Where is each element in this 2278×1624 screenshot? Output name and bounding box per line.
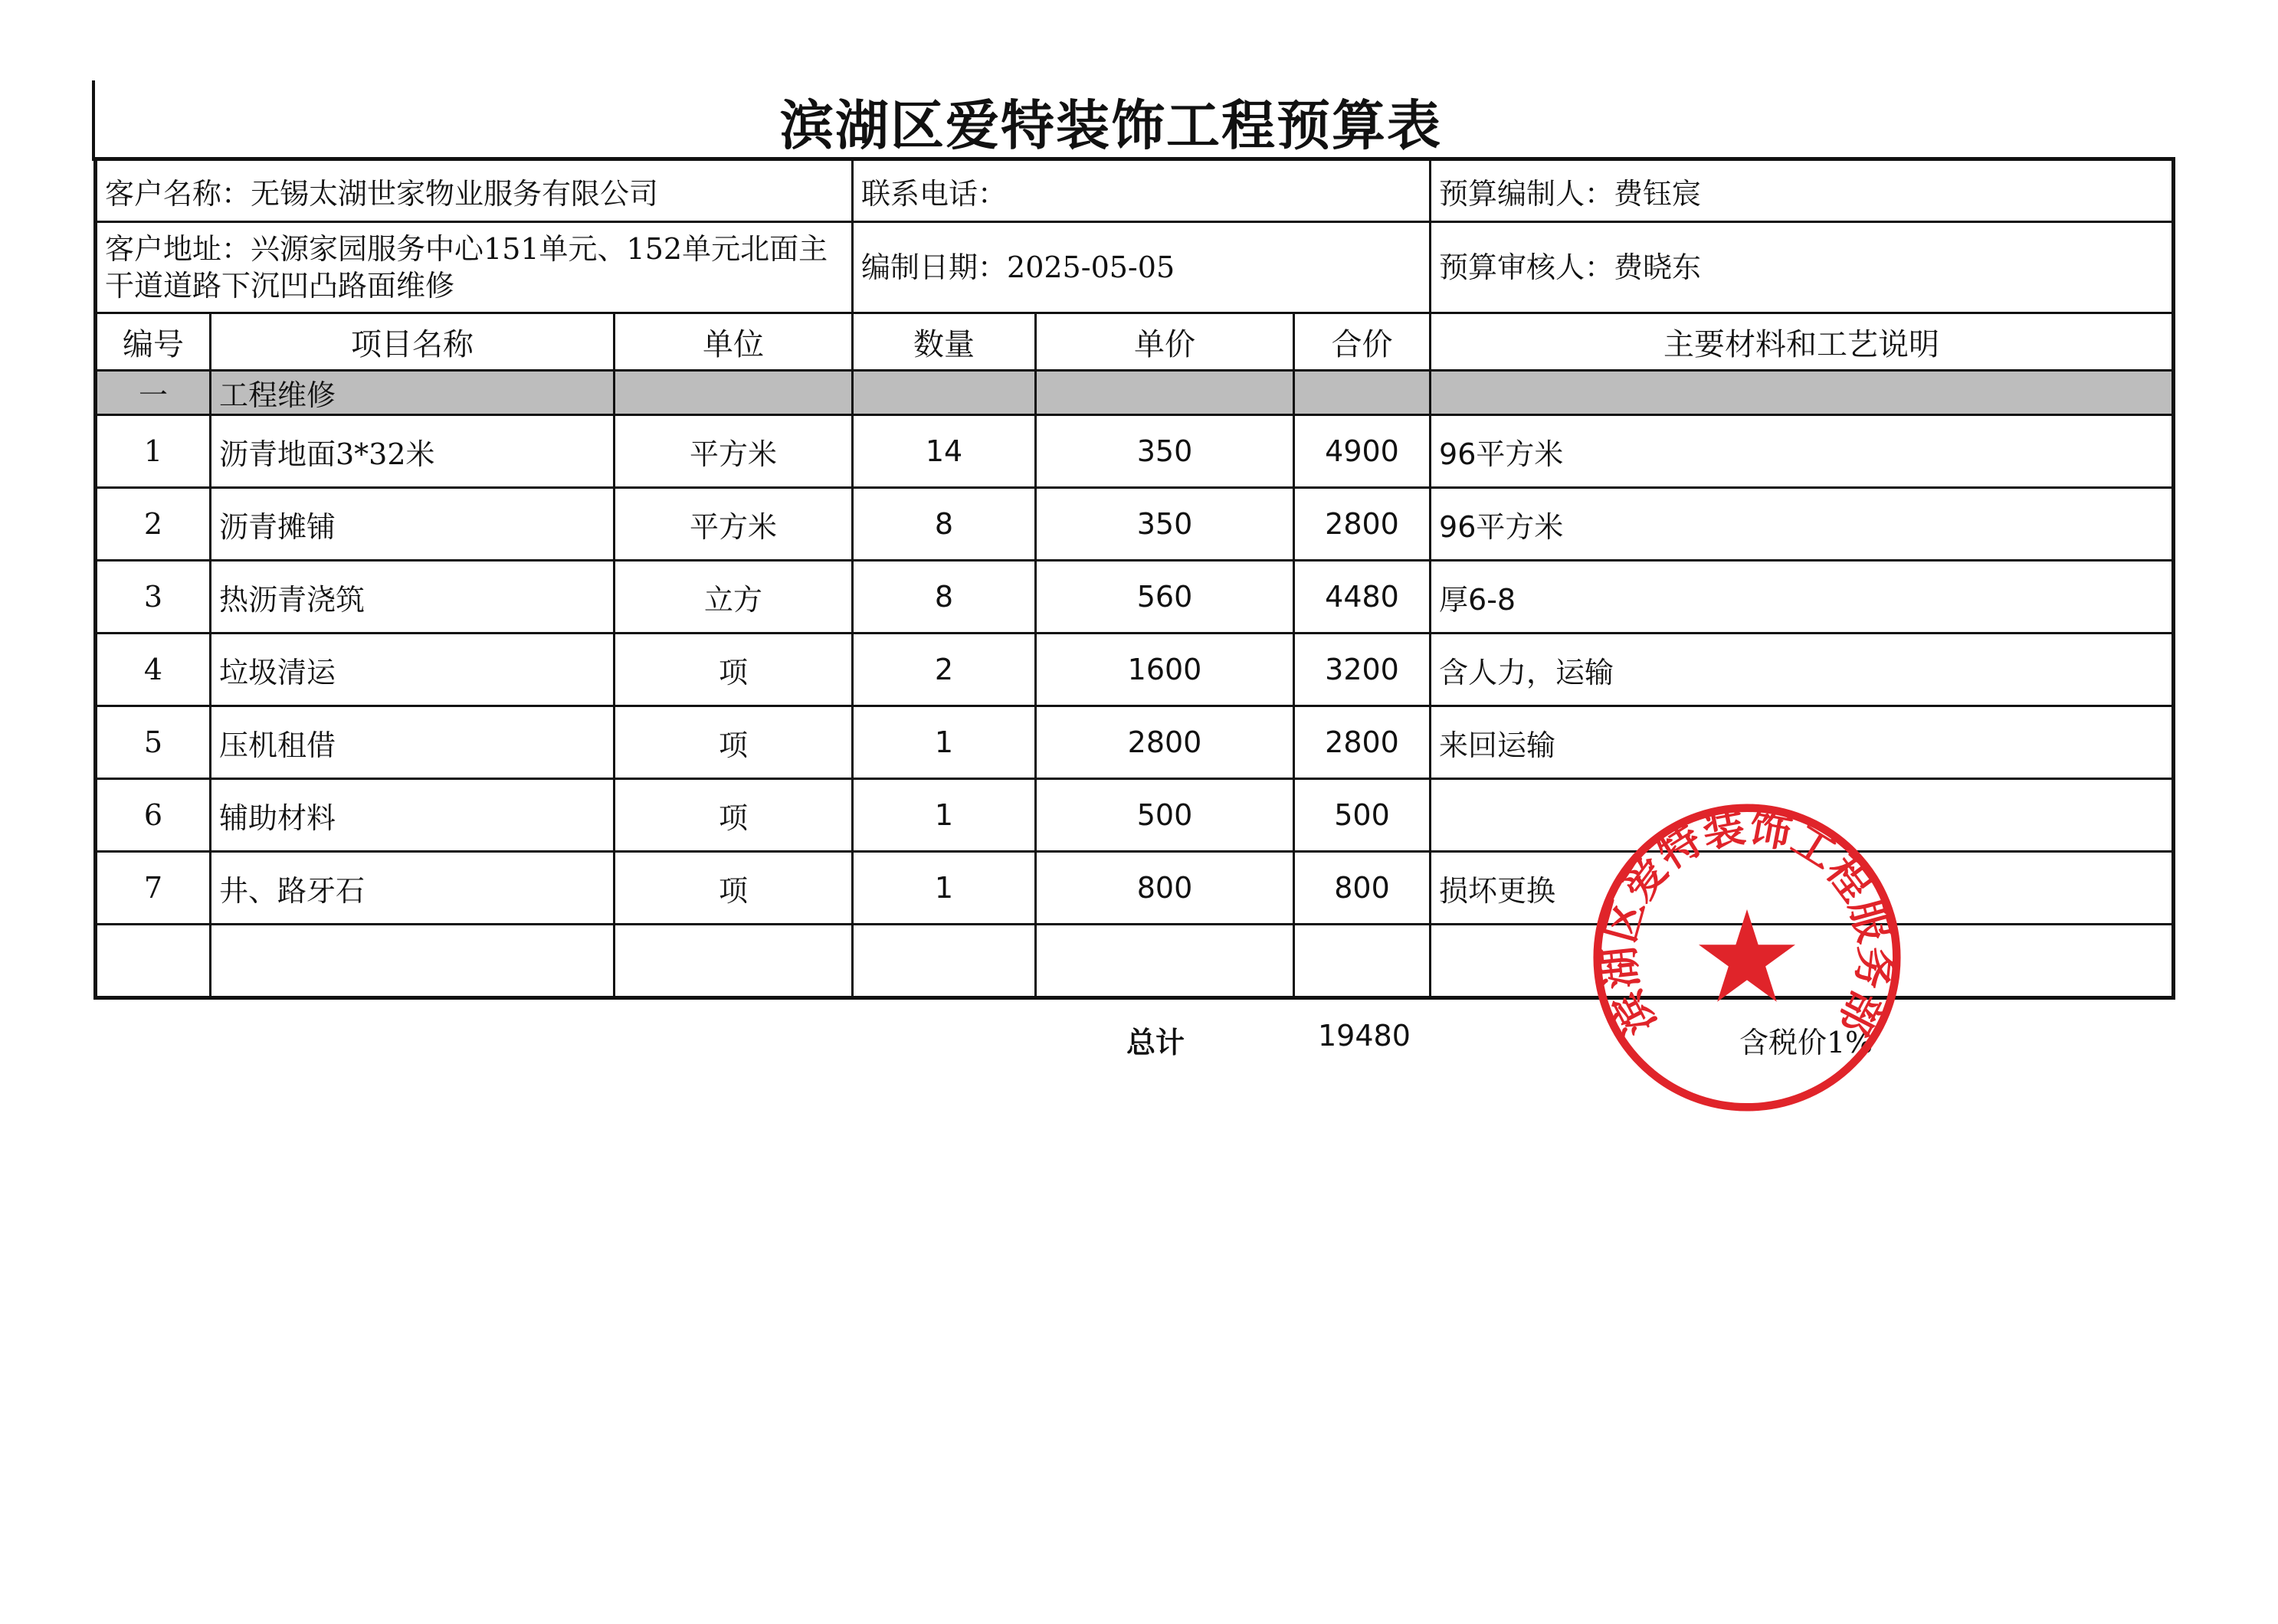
col-header: 数量 bbox=[853, 313, 1036, 371]
reviewed-by: 费晓东 bbox=[1614, 250, 1702, 284]
item-no: 4 bbox=[96, 634, 211, 706]
info-row-2 bbox=[96, 222, 2174, 313]
reviewed-by-label: 预算审核人： bbox=[1439, 250, 1614, 284]
prepared-by-cell bbox=[1431, 159, 2174, 222]
table-row bbox=[96, 488, 2174, 561]
col-header: 单位 bbox=[615, 313, 853, 371]
item-qty: 1 bbox=[853, 779, 1036, 852]
item-amount: 2800 bbox=[1294, 706, 1431, 779]
item-qty: 8 bbox=[853, 561, 1036, 634]
customer-name: 无锡太湖世家物业服务有限公司 bbox=[251, 176, 659, 211]
tax-note: 含税价1% bbox=[1739, 1026, 1873, 1059]
item-note bbox=[1431, 779, 2174, 852]
item-qty: 8 bbox=[853, 488, 1036, 561]
header-row bbox=[96, 313, 2174, 371]
item-price: 1600 bbox=[1036, 634, 1294, 706]
item-amount: 800 bbox=[1294, 852, 1431, 925]
table-row bbox=[96, 415, 2174, 488]
item-unit: 项 bbox=[615, 634, 853, 706]
item-price: 350 bbox=[1036, 415, 1294, 488]
col-header: 编号 bbox=[96, 313, 211, 371]
budget-table bbox=[93, 157, 2175, 1000]
item-amount: 2800 bbox=[1294, 488, 1431, 561]
date-label: 编制日期： bbox=[861, 250, 1008, 284]
item-amount: 3200 bbox=[1294, 634, 1431, 706]
total-value: 19480 bbox=[1318, 1019, 1411, 1053]
item-unit: 平方米 bbox=[615, 415, 853, 488]
item-note: 来回运输 bbox=[1431, 706, 2174, 779]
phone-label: 联系电话： bbox=[861, 176, 1008, 211]
item-no: 3 bbox=[96, 561, 211, 634]
seal-text: 滨湖区爱特装饰工程服务部 bbox=[1594, 801, 1900, 1043]
item-unit: 平方米 bbox=[615, 488, 853, 561]
item-name: 沥青地面3*32米 bbox=[211, 415, 615, 488]
customer-name-cell bbox=[96, 159, 853, 222]
prepared-by: 费钰宸 bbox=[1614, 176, 1702, 211]
date-value: 2025-05-05 bbox=[1007, 250, 1175, 284]
reviewed-by-cell bbox=[1431, 222, 2174, 313]
item-note: 96平方米 bbox=[1431, 488, 2174, 561]
item-qty: 1 bbox=[853, 852, 1036, 925]
phone-cell bbox=[853, 159, 1431, 222]
item-unit: 项 bbox=[615, 706, 853, 779]
table-row bbox=[96, 779, 2174, 852]
total-label: 总计 bbox=[1126, 1025, 1185, 1059]
col-header: 主要材料和工艺说明 bbox=[1431, 313, 2174, 371]
item-price: 560 bbox=[1036, 561, 1294, 634]
item-name: 沥青摊铺 bbox=[211, 488, 615, 561]
item-no: 5 bbox=[96, 706, 211, 779]
col-header: 合价 bbox=[1294, 313, 1431, 371]
blank-row bbox=[96, 925, 2174, 998]
address-label: 客户地址： bbox=[105, 232, 251, 266]
item-unit: 项 bbox=[615, 852, 853, 925]
item-qty: 14 bbox=[853, 415, 1036, 488]
item-name: 垃圾清运 bbox=[211, 634, 615, 706]
table-row bbox=[96, 634, 2174, 706]
address: 兴源家园服务中心151单元、152单元北面主干道道路下沉凹凸路面维修 bbox=[105, 232, 828, 303]
item-no: 6 bbox=[96, 779, 211, 852]
item-name: 压机租借 bbox=[211, 706, 615, 779]
address-cell bbox=[96, 222, 853, 313]
document-title: 滨湖区爱特装饰工程预算表 bbox=[780, 93, 1442, 157]
item-name: 辅助材料 bbox=[211, 779, 615, 852]
item-note: 损坏更换 bbox=[1431, 852, 2174, 925]
date-cell bbox=[853, 222, 1431, 313]
item-price: 350 bbox=[1036, 488, 1294, 561]
info-row-1 bbox=[96, 159, 2174, 222]
item-name: 热沥青浇筑 bbox=[211, 561, 615, 634]
item-price: 800 bbox=[1036, 852, 1294, 925]
table-row bbox=[96, 706, 2174, 779]
customer-name-label: 客户名称： bbox=[105, 176, 251, 211]
items-body bbox=[96, 415, 2174, 925]
item-qty: 2 bbox=[853, 634, 1036, 706]
item-note: 96平方米 bbox=[1431, 415, 2174, 488]
section-no: 一 bbox=[96, 371, 211, 415]
item-no: 7 bbox=[96, 852, 211, 925]
item-qty: 1 bbox=[853, 706, 1036, 779]
item-no: 1 bbox=[96, 415, 211, 488]
prepared-by-label: 预算编制人： bbox=[1439, 176, 1614, 211]
item-unit: 立方 bbox=[615, 561, 853, 634]
table-row bbox=[96, 561, 2174, 634]
item-note: 含人力，运输 bbox=[1431, 634, 2174, 706]
item-price: 2800 bbox=[1036, 706, 1294, 779]
col-header: 项目名称 bbox=[211, 313, 615, 371]
item-price: 500 bbox=[1036, 779, 1294, 852]
col-header: 单价 bbox=[1036, 313, 1294, 371]
item-amount: 4900 bbox=[1294, 415, 1431, 488]
table-row bbox=[96, 852, 2174, 925]
item-name: 井、路牙石 bbox=[211, 852, 615, 925]
section-row bbox=[96, 371, 2174, 415]
item-amount: 4480 bbox=[1294, 561, 1431, 634]
item-note: 厚6-8 bbox=[1431, 561, 2174, 634]
section-name: 工程维修 bbox=[211, 371, 615, 415]
item-amount: 500 bbox=[1294, 779, 1431, 852]
item-no: 2 bbox=[96, 488, 211, 561]
item-unit: 项 bbox=[615, 779, 853, 852]
